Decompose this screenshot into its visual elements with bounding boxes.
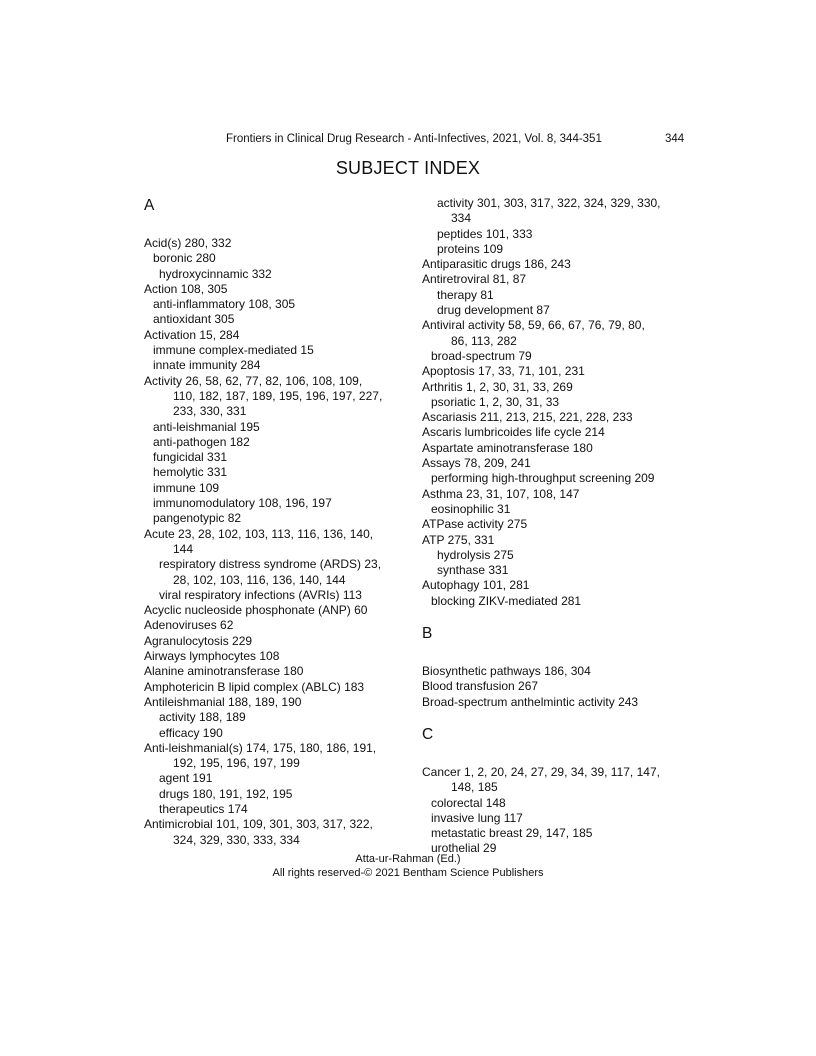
index-entry-continuation: 28, 102, 103, 116, 136, 140, 144 <box>173 572 346 587</box>
index-entry: Action 108, 305 <box>144 281 228 296</box>
page-title: SUBJECT INDEX <box>335 158 481 178</box>
index-column-right <box>422 196 682 857</box>
index-entry: immunomodulatory 108, 196, 197 <box>153 496 332 511</box>
index-entry: urothelial 29 <box>431 841 497 856</box>
index-entry: Alanine aminotransferase 180 <box>144 664 304 679</box>
index-entry: eosinophilic 31 <box>431 501 511 516</box>
index-entry: Anti-leishmanial(s) 174, 175, 180, 186, 191, <box>144 740 377 755</box>
index-entry: therapy 81 <box>437 287 494 302</box>
index-entry: Acute 23, 28, 102, 103, 113, 116, 136, 140, <box>144 526 374 541</box>
index-entry-continuation: 110, 182, 187, 189, 195, 196, 197, 227, <box>173 388 383 403</box>
index-entry: innate immunity 284 <box>153 358 261 373</box>
index-entry: proteins 109 <box>437 241 504 256</box>
index-entry: hydrolysis 275 <box>437 547 514 562</box>
footer-editor: Atta-ur-Rahman (Ed.) <box>355 853 461 865</box>
index-entry: activity 301, 303, 317, 322, 324, 329, 330, <box>437 196 661 210</box>
index-entry: blocking ZIKV-mediated 281 <box>431 593 582 608</box>
index-entry: Antiparasitic drugs 186, 243 <box>422 257 571 272</box>
index-entry: anti-inflammatory 108, 305 <box>153 297 296 312</box>
index-entry-continuation: 144 <box>173 541 194 556</box>
index-entry: broad-spectrum 79 <box>431 348 532 363</box>
index-entry: Antimicrobial 101, 109, 301, 303, 317, 322, <box>144 817 373 832</box>
index-entry: viral respiratory infections (AVRIs) 113 <box>159 587 362 602</box>
index-entry: efficacy 190 <box>159 725 223 740</box>
index-entry: Airways lymphocytes 108 <box>144 649 280 664</box>
index-entry: Activation 15, 284 <box>144 327 240 342</box>
index-entry: immune 109 <box>153 480 220 495</box>
index-entry: activity 188, 189 <box>159 710 246 725</box>
index-entry: drug development 87 <box>437 303 550 318</box>
index-entry: invasive lung 117 <box>431 810 523 825</box>
index-entry: Acyclic nucleoside phosphonate (ANP) 60 <box>144 603 368 618</box>
index-column-left <box>144 196 412 848</box>
section-spacer <box>422 710 682 725</box>
index-entry: Adenoviruses 62 <box>144 618 234 633</box>
index-entry: agent 191 <box>159 771 213 786</box>
index-entry: Apoptosis 17, 33, 71, 101, 231 <box>422 364 585 379</box>
index-entry: performing high-throughput screening 209 <box>431 471 655 486</box>
index-entry: Arthritis 1, 2, 30, 31, 33, 269 <box>422 379 573 394</box>
index-entry: fungicidal 331 <box>153 450 228 465</box>
index-entry: antioxidant 305 <box>153 312 235 327</box>
index-entry: colorectal 148 <box>431 795 506 810</box>
index-entry: Autophagy 101, 281 <box>422 578 530 593</box>
index-entry: anti-pathogen 182 <box>153 434 250 449</box>
index-entry: Aspartate aminotransferase 180 <box>422 440 593 455</box>
index-entry: therapeutics 174 <box>159 801 248 816</box>
index-entry: peptides 101, 333 <box>437 226 533 241</box>
index-entry: Cancer 1, 2, 20, 24, 27, 29, 34, 39, 117, 147, <box>422 764 660 779</box>
index-entry: respiratory distress syndrome (ARDS) 23, <box>159 557 382 572</box>
section-letter: C <box>422 725 434 743</box>
index-entry: immune complex-mediated 15 <box>153 343 314 358</box>
index-entry-continuation: 334 <box>451 211 472 226</box>
index-entry: Broad-spectrum anthelmintic activity 243 <box>422 694 639 709</box>
index-entry-continuation: 148, 185 <box>451 780 498 795</box>
index-entry: ATPase activity 275 <box>422 517 528 532</box>
index-entry: Biosynthetic pathways 186, 304 <box>422 664 591 679</box>
index-entry: synthase 331 <box>437 563 509 578</box>
section-letter: B <box>422 625 433 643</box>
section-spacer <box>422 609 682 624</box>
page-number: 344 <box>665 133 685 145</box>
footer-copyright: All rights reserved-© 2021 Bentham Science Publishers <box>272 867 544 879</box>
index-entry: psoriatic 1, 2, 30, 31, 33 <box>431 394 560 409</box>
index-entry: Blood transfusion 267 <box>422 679 539 694</box>
index-entry: hydroxycinnamic 332 <box>159 266 272 281</box>
index-entry: Antileishmanial 188, 189, 190 <box>144 694 302 709</box>
index-entry: Assays 78, 209, 241 <box>422 456 531 471</box>
index-entry: Antiretroviral 81, 87 <box>422 272 527 287</box>
index-entry: Agranulocytosis 229 <box>144 633 253 648</box>
index-entry-continuation: 192, 195, 196, 197, 199 <box>173 756 300 771</box>
index-entry-continuation: 86, 113, 282 <box>451 333 517 348</box>
index-entry: ATP 275, 331 <box>422 532 495 547</box>
index-entry: metastatic breast 29, 147, 185 <box>431 826 593 841</box>
index-entry: drugs 180, 191, 192, 195 <box>159 786 293 801</box>
index-entry-continuation: 324, 329, 330, 333, 334 <box>173 832 300 847</box>
index-entry: boronic 280 <box>153 251 216 266</box>
index-entry: anti-leishmanial 195 <box>153 419 260 434</box>
index-entry: Amphotericin B lipid complex (ABLC) 183 <box>144 679 365 694</box>
index-entry: hemolytic 331 <box>153 465 228 480</box>
index-entry: Asthma 23, 31, 107, 108, 147 <box>422 486 580 501</box>
index-entry: Acid(s) 280, 332 <box>144 236 232 250</box>
index-entry: pangenotypic 82 <box>153 511 242 526</box>
index-entry: Ascaris lumbricoides life cycle 214 <box>422 425 605 440</box>
index-entry: Activity 26, 58, 62, 77, 82, 106, 108, 109, <box>144 373 363 388</box>
index-entry: Ascariasis 211, 213, 215, 221, 228, 233 <box>422 410 633 425</box>
index-entry: Antiviral activity 58, 59, 66, 67, 76, 79, 80, <box>422 318 645 333</box>
index-entry-continuation: 233, 330, 331 <box>173 404 247 419</box>
running-head: Frontiers in Clinical Drug Research - Anti-Infectives, 2021, Vol. 8, 344-351 <box>226 133 602 145</box>
section-letter: A <box>144 197 155 214</box>
